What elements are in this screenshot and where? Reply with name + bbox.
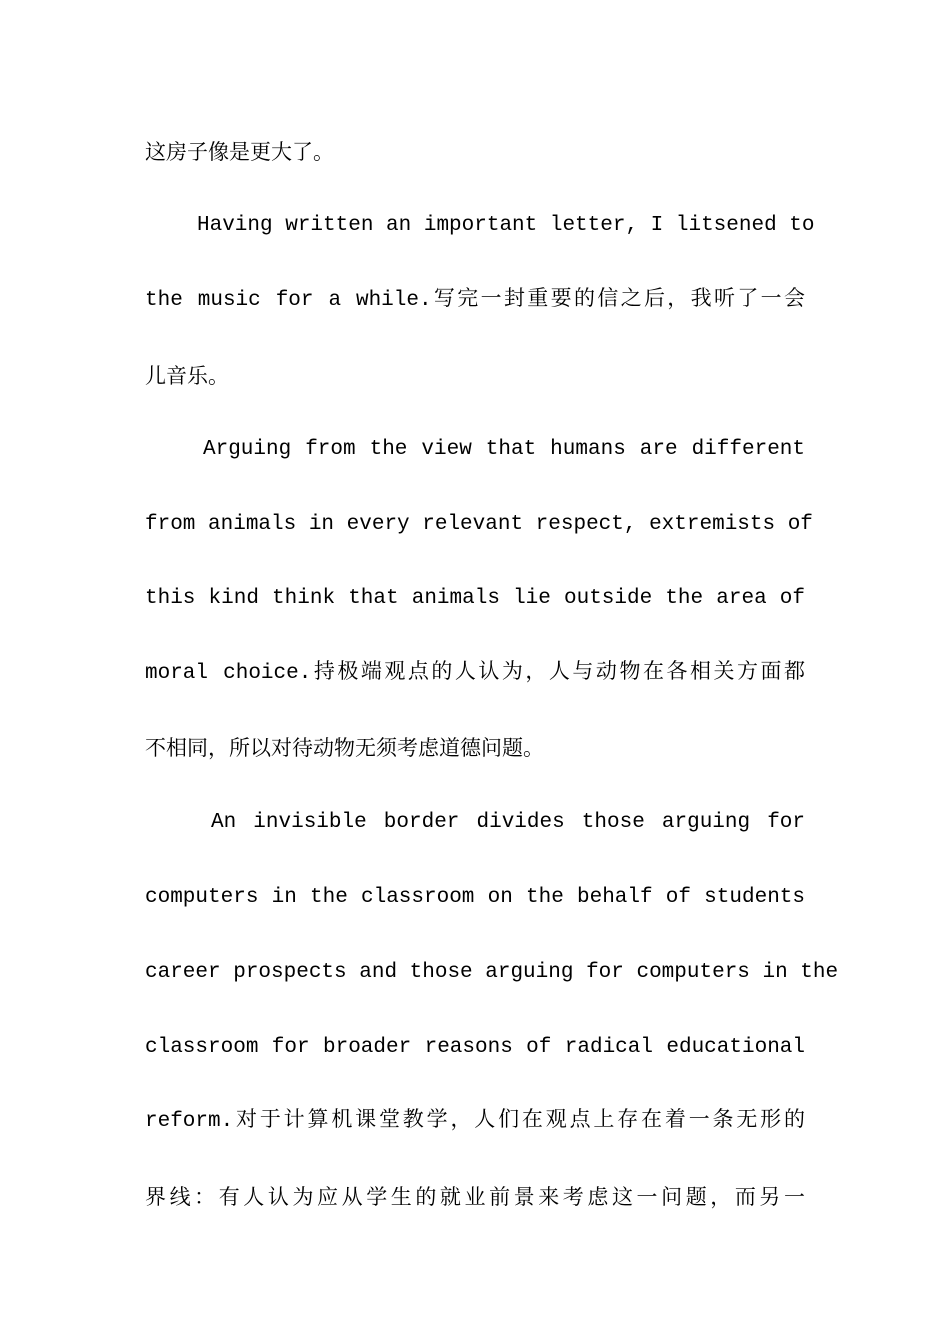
text-line-11: computers in the classroom on the behalf of students [145, 886, 805, 909]
text-line-10: An invisible border divides those arguing for [211, 811, 805, 834]
text-line-8: moral choice.持极端观点的人认为，人与动物在各相关方面都 [145, 662, 805, 685]
text-line-15: 界线：有人认为应从学生的就业前景来考虑这一问题，而另一 [145, 1185, 805, 1209]
text-line-4: 儿音乐。 [145, 364, 229, 388]
text-line-7: this kind think that animals lie outside the area of [145, 587, 805, 610]
text-line-1: 这房子像是更大了。 [145, 140, 334, 164]
text-line-2: Having written an important letter, I litsened to [197, 214, 815, 237]
text-line-14: reform.对于计算机课堂教学，人们在观点上存在着一条无形的 [145, 1110, 805, 1133]
text-line-12: career prospects and those arguing for computers in the [145, 961, 839, 984]
text-line-9: 不相同，所以对待动物无须考虑道德问题。 [145, 736, 544, 760]
text-line-13: classroom for broader reasons of radical educational [145, 1036, 805, 1059]
text-line-5: Arguing from the view that humans are different [203, 438, 805, 461]
text-line-6: from animals in every relevant respect, extremists of [145, 513, 813, 536]
text-line-3: the music for a while.写完一封重要的信之后，我听了一会 [145, 289, 805, 312]
